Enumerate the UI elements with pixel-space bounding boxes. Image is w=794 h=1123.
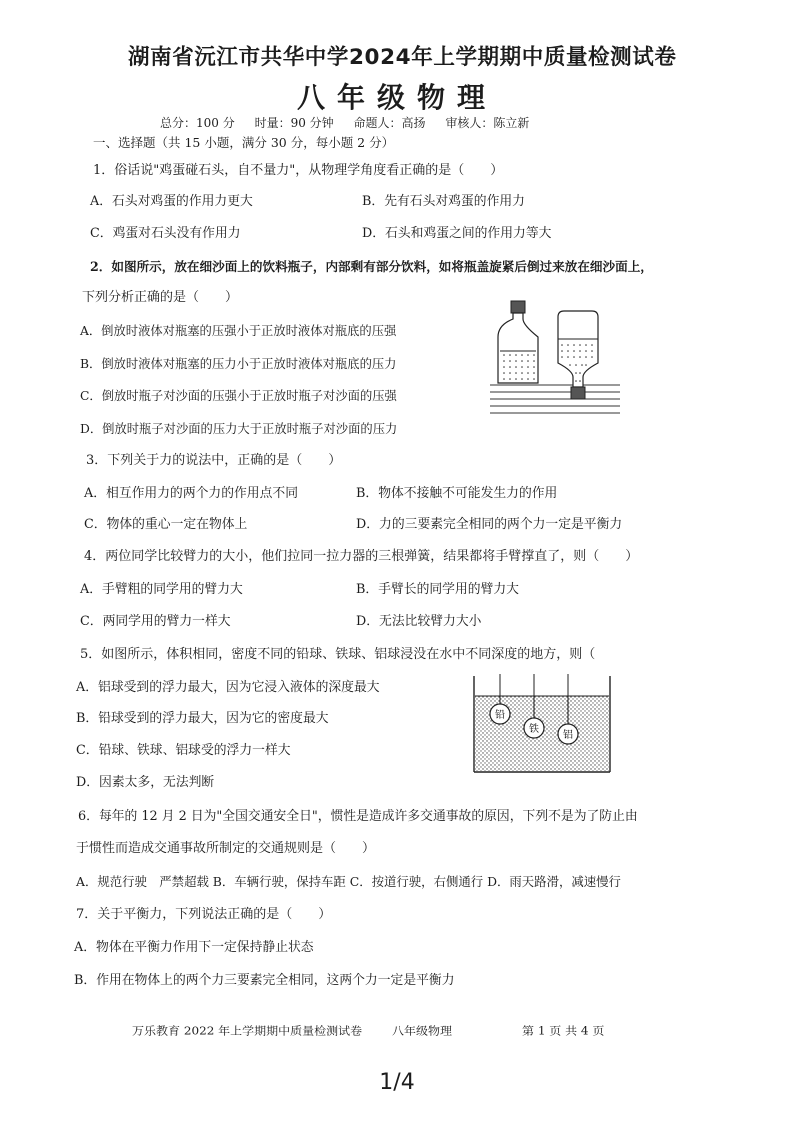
q4-option-a: A．手臂粗的同学用的臂力大 <box>80 582 243 597</box>
q6-options: A．规范行驶 严禁超载 B．车辆行驶，保持车距 C．按道行驶，右侧通行 D．雨天路滑，减速慢行 <box>76 874 621 889</box>
bottles-figure <box>480 295 630 420</box>
q4-option-d: D．无法比较臂力大小 <box>356 614 482 629</box>
question-1-stem: 1．俗话说"鸡蛋碰石头，自不量力"，从物理学角度看正确的是（ ） <box>93 163 504 178</box>
q2-option-b: B．倒放时液体对瓶塞的压力小于正放时液体对瓶底的压力 <box>80 357 397 371</box>
question-6-stem: 6．每年的 12 月 2 日为"全国交通安全日"，惯性是造成许多交通事故的原因，下列不是为了防止由 <box>78 809 638 824</box>
question-5-stem: 5．如图所示，体积相同，密度不同的铅球、铁球、铝球浸没在水中不同深度的地方，则（ <box>80 647 596 662</box>
q3-option-c: C．物体的重心一定在物体上 <box>84 517 248 532</box>
q7-option-a: A．物体在平衡力作用下一定保持静止状态 <box>74 940 314 955</box>
exam-meta <box>160 114 545 131</box>
question-2-stem: 2．如图所示，放在细沙面上的饮料瓶子，内部剩有部分饮料，如将瓶盖旋紧后倒过来放在细沙面上， <box>90 259 653 274</box>
q3-option-b: B．物体不接触不可能发生力的作用 <box>356 486 558 501</box>
q1-option-c: C．鸡蛋对石头没有作用力 <box>90 226 241 241</box>
ball-label-iron: 铁 <box>529 724 539 735</box>
footer-middle: 八年级物理 <box>392 1024 453 1038</box>
q5-option-c: C．铅球、铁球、铝球受的浮力一样大 <box>76 743 291 758</box>
time-limit: 时量：90 分钟 <box>254 116 334 130</box>
author: 命题人：高扬 <box>353 116 426 130</box>
ball-label-lead: 铅 <box>495 710 505 721</box>
q3-option-d: D．力的三要素完全相同的两个力一定是平衡力 <box>356 517 623 532</box>
footer-right: 第 1 页 共 4 页 <box>522 1024 605 1038</box>
q1-option-d: D．石头和鸡蛋之间的作用力等大 <box>362 226 552 241</box>
q4-option-b: B．手臂长的同学用的臂力大 <box>356 582 519 597</box>
q7-option-b: B．作用在物体上的两个力三要素完全相同，这两个力一定是平衡力 <box>74 973 455 988</box>
question-3-stem: 3．下列关于力的说法中，正确的是（ ） <box>86 453 342 468</box>
footer-left: 万乐教育 2022 年上学期期中质量检测试卷 <box>132 1024 363 1038</box>
exam-subject: 八年级物理 <box>296 81 497 114</box>
q5-option-b: B．铅球受到的浮力最大，因为它的密度最大 <box>76 711 329 726</box>
q2-option-a: A．倒放时液体对瓶塞的压强小于正放时液体对瓶底的压强 <box>80 324 397 338</box>
ball-label-aluminum: 铝 <box>563 730 573 741</box>
question-7-stem: 7．关于平衡力，下列说法正确的是（ ） <box>76 907 332 922</box>
q3-option-a: A．相互作用力的两个力的作用点不同 <box>84 486 298 501</box>
q5-option-d: D．因素太多，无法判断 <box>76 775 215 790</box>
q2-option-d: D．倒放时瓶子对沙面的压力大于正放时瓶子对沙面的压力 <box>80 422 398 436</box>
reviewer: 审核人：陈立新 <box>445 116 530 130</box>
floating-balls-figure <box>470 672 615 777</box>
question-4-stem: 4．两位同学比较臂力的大小，他们拉同一拉力器的三根弹簧，结果都将手臂撑直了，则（ ） <box>84 549 639 564</box>
q4-option-c: C．两同学用的臂力一样大 <box>80 614 231 629</box>
question-6-stem-cont: 于惯性而造成交通事故所制定的交通规则是（ ） <box>76 841 376 856</box>
section-heading: 一、选择题（共 15 小题，满分 30 分，每小题 2 分） <box>93 135 395 150</box>
q5-option-a: A．铝球受到的浮力最大，因为它浸入液体的深度最大 <box>76 680 380 695</box>
exam-title: 湖南省沅江市共华中学2024年上学期期中质量检测试卷 <box>128 45 677 70</box>
page-indicator: 1/4 <box>379 1070 415 1095</box>
total-score: 总分：100 分 <box>160 116 235 130</box>
q2-option-c: C．倒放时瓶子对沙面的压强小于正放时瓶子对沙面的压强 <box>80 389 397 403</box>
question-2-stem-cont: 下列分析正确的是（ ） <box>82 290 239 305</box>
q1-option-a: A．石头对鸡蛋的作用力更大 <box>90 194 253 209</box>
q1-option-b: B．先有石头对鸡蛋的作用力 <box>362 194 525 209</box>
